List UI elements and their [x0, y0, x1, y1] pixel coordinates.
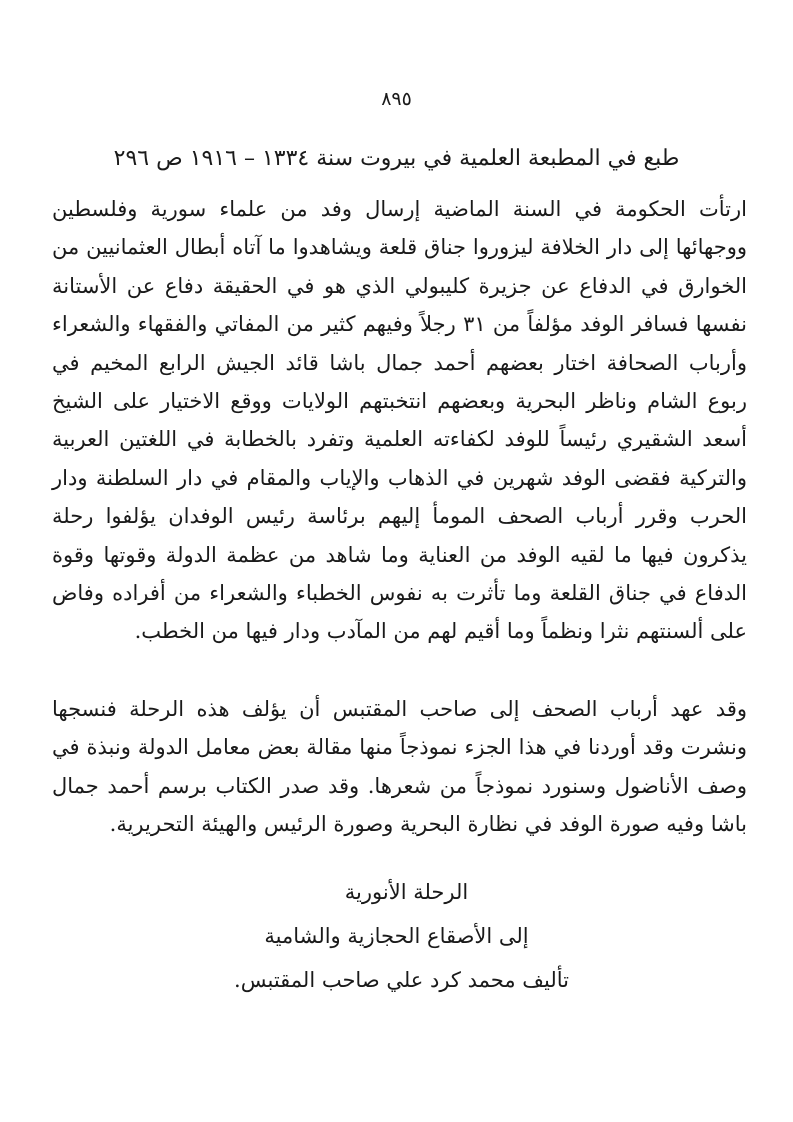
book-title: الرحلة الأنورية: [344, 880, 469, 904]
page-number: ٨٩٥: [381, 88, 412, 110]
book-title-block: [40, 870, 753, 1002]
body-paragraph-1: ارتأت الحكومة في السنة الماضية إرسال وفد من علماء سورية وفلسطين ووجهائها إلى دار الخلافة ليزوروا جناق قلعة ويشاهدوا ما آتاه أبطال العثمانيين من الخوارق في الدفاع عن جزيرة كليبولي الذي هو في الحقيقة دفاع عن الأستانة نفسها فسافر الوفد مؤلفاً من ٣١ رجلاً وفيهم كثير من المفاتي والفقهاء والشعراء وأرباب الصحافة اختار بعضهم أحمد جمال باشا قائد الجيش الرابع المخيم في ربوع الشام وناظر البحرية وبعضهم انتخبتهم الولايات ووقع الاختيار على الشيخ أسعد الشقيري رئيساً للوفد لكفاءته العلمية وتفرد بالخطابة في اللغتين العربية والتركية فقضى الوفد شهرين في الذهاب والإياب والمقام في دار السلطنة ودار الحرب وقرر أرباب الصحف المومأ إليهم برئاسة رئيس الوفدان يؤلفوا رحلة يذكرون فيها ما لقيه الوفد من العناية وما شاهد من عظمة الدولة وقوتها وقوة الدفاع في جناق القلعة وما تأثرت به نفوس الخطباء والشعراء من أفراده وفاض على ألسنتهم نثرا ونظماً وما أقيم لهم من المآدب ودار فيها من الخطب.: [52, 197, 747, 644]
publication-heading: طبع في المطبعة العلمية في بيروت سنة ١٣٣٤ – ١٩١٦ ص ٢٩٦: [113, 146, 680, 171]
book-author: تأليف محمد كرد علي صاحب المقتبس.: [234, 968, 569, 992]
body-paragraph-2: وقد عهد أرباب الصحف إلى صاحب المقتبس أن يؤلف هذه الرحلة فنسجها ونشرت وقد أوردنا في هذا الجزء نموذجاً منها مقالة بعض معامل الدولة ونبذة في وصف الأناضول وسنورد نموذجاً من شعرها. وقد صدر الكتاب برسم أحمد جمال باشا وفيه صورة الوفد في نظارة البحرية وصورة الرئيس والهيئة التحريرية.: [52, 697, 747, 837]
book-subtitle: إلى الأصقاع الحجازية والشامية: [264, 924, 529, 948]
